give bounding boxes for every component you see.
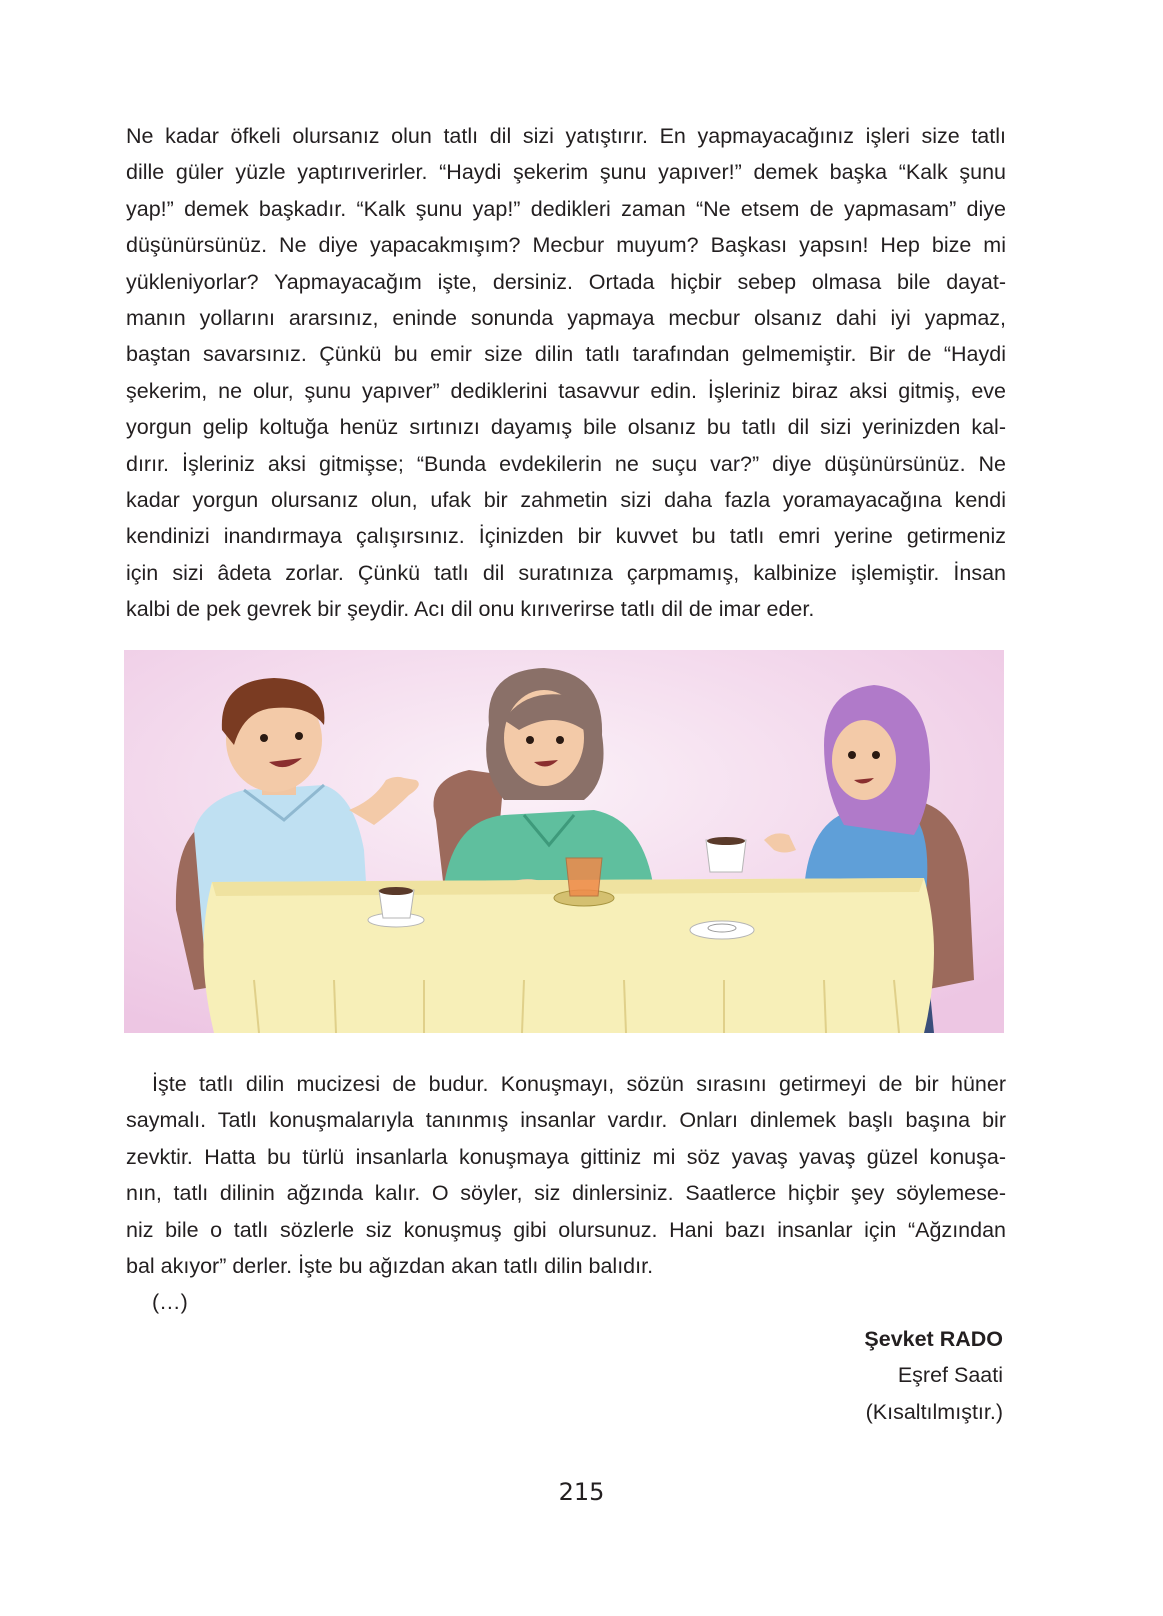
text-line: kendinizi inandırmaya çalışırsınız. İçinizden bir kuvvet bu tatlı emri yerine getirmeniz [126,524,1006,549]
text-line: dille güler yüzle yaptırıverirler. “Haydi şekerim şunu yapıver!” demek başka “Kalk şunu [126,160,1006,185]
text-line: şekerim, ne olur, şunu yapıver” dediklerini tasavvur edin. İşleriniz biraz aksi gitmiş, eve [126,378,1006,403]
text-line: kadar yorgun olursanız olun, ufak bir zahmetin sizi daha fazla yoramayacağına kendi [126,487,1006,512]
text-line: düşünürsünüz. Ne diye yapacakmışım? Mecbur muyum? Başkası yapsın! Hep bize mi [126,233,1006,258]
illustration-three-people-at-table [124,650,1004,1033]
abridged-note: (Kısaltılmıştır.) [865,1400,1003,1424]
paragraph-2 [126,1066,1006,1284]
text-line: manın yollarını ararsınız, eninde sonunda yapmaya mecbur olsanız dahi iyi yapmaz, [126,305,1006,330]
text-line: zevktir. Hatta bu türlü insanlarla konuşmaya gittiniz mi söz yavaş yavaş güzel konuşa- [126,1144,1006,1169]
text-line: yap!” demek başkadır. “Kalk şunu yap!” dedikleri zaman “Ne etsem de yapmasam” diye [126,196,1006,221]
text-line: yükleniyorlar? Yapmayacağım işte, dersiniz. Ortada hiçbir sebep olmasa bile dayat- [126,269,1006,294]
author-name: Şevket RADO [864,1327,1003,1351]
text-line: kalbi de pek gevrek bir şeydir. Acı dil onu kırıverirse tatlı dil de imar eder. [126,597,815,622]
book-title: Eşref Saati [897,1363,1003,1387]
text-line: dırır. İşleriniz aksi gitmişse; “Bunda evdekilerin ne suçu var?” diye düşünürsünüz. Ne [126,451,1006,476]
text-line: saymalı. Tatlı konuşmalarıyla tanınmış insanlar vardır. Onları dinlemek başlı başına bir [126,1108,1006,1133]
text-line: yorgun gelip koltuğa henüz sırtınızı dayamış bile olsanız bu tatlı dil sizi yerinizden kal- [126,415,1006,440]
ellipsis: (…) [152,1290,188,1314]
text-line: bal akıyor” derler. İşte bu ağızdan akan tatlı dilin balıdır. [126,1253,654,1278]
text-line: için sizi âdeta zorlar. Çünkü tatlı dil suratınıza çarpmamış, kalbinize işlemiştir. İnsan [126,560,1006,585]
text-line: İşte tatlı dilin mucizesi de budur. Konuşmayı, sözün sırasını getirmeyi de bir hüner [152,1072,1006,1096]
text-line: Ne kadar öfkeli olursanız olun tatlı dil sizi yatıştırır. En yapmayacağınız işleri size tatlı [126,124,1006,148]
text-line: niz bile o tatlı sözlerle siz konuşmuş gibi olursunuz. Hani bazı insanlar için “Ağzından [126,1217,1006,1242]
page-number: 215 [558,1478,605,1506]
text-line: baştan savarsınız. Çünkü bu emir size dilin tatlı tarafından gelmemiştir. Bir de “Haydi [126,342,1006,367]
paragraph-1 [126,118,1006,627]
text-line: nın, tatlı dilinin ağzında kalır. O söyler, siz dinlersiniz. Saatlerce hiçbir şey söylemese- [126,1181,1006,1206]
